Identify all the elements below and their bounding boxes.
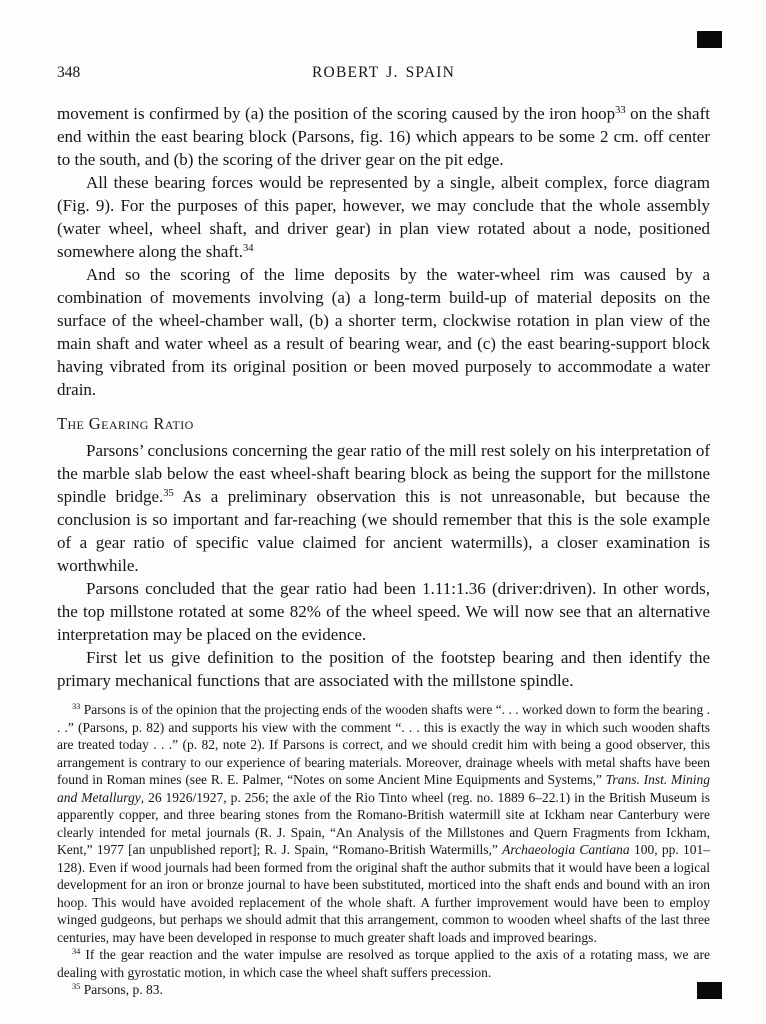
scan-artifact-mark-top [697, 31, 722, 48]
main-text-block [57, 102, 710, 692]
footnote-35: $^{35}$ Parsons, p. 83. [72, 982, 163, 997]
running-header [57, 64, 710, 83]
body-paragraph: All these bearing forces would be represented by a single, albeit complex, force diagram (Fig. 9). For the purposes of this paper, however, we may conclude that the whole assembly (water wheel, wheel shaft, and driver gear) in plan view rotated about a node, positioned somewhere along the shaft.$^{34}$ [57, 173, 710, 261]
section-heading-gearing-ratio: The Gearing Ratio [57, 414, 194, 433]
body-paragraph: Parsons concluded that the gear ratio had been 1.11:1.36 (driver:driven). In other words, the top millstone rotated at some 82% of the wheel speed. We will now see that an alternative interpretation may be placed on the evidence. [57, 579, 710, 644]
running-head-author: ROBERT J. SPAIN [312, 64, 455, 81]
body-paragraph: movement is confirmed by (a) the position of the scoring caused by the iron hoop$^{33}$ on the shaft end within the east bearing block (Parsons, fig. 16) which appears to be some 2 cm. off center to the south, and (b) the scoring of the driver gear on the pit edge. [57, 104, 710, 169]
body-paragraph: First let us give definition to the position of the footstep bearing and then identify the primary mechanical functions that are associated with the millstone spindle. [57, 648, 710, 690]
scan-artifact-mark-bottom [697, 982, 722, 999]
footnotes-block [57, 701, 710, 999]
footnote-34: $^{34}$ If the gear reaction and the water impulse are resolved as torque applied to the axis of a rotating mass, we are dealing with gyrostatic motion, in which case the wheel shaft suffers precession. [57, 947, 710, 980]
body-paragraph: Parsons’ conclusions concerning the gear ratio of the mill rest solely on his interpretation of the marble slab below the east wheel-shaft bearing block as being the support for the millstone spindle bridge.$^{35}$ As a preliminary observation this is not unreasonable, but because the conclusion is so important and far-reaching (we should remember that this is the sole example of a gear ratio of specific value claimed for ancient watermills), a closer examination is worthwhile. [57, 441, 710, 575]
footnote-33: $^{33}$ Parsons is of the opinion that the projecting ends of the wooden shafts were “. . . worked down to form the bearing . . .” (Parsons, p. 82) and supports his view with the comment “. . . this is exactly the way in which such wooden shafts are treated today . . .” (p. 82, note 2). If Parsons is correct, and we should credit him with being a good observer, this arrangement is contrary to our experience of bearing materials. Moreover, drainage wheels with metal shafts have been found in Roman mines (see R. E. Palmer, “Notes on some Ancient Mine Equipments and Systems,” Trans. Inst. Mining and Metallurgy, 26 1926/1927, p. 256; the axle of the Rio Tinto wheel (reg. no. 1889 6–22.1) in the British Museum is apparently copper, and three bearing stones from the Romano-British watermill site at Ickham near Canterbury were clearly intended for metal journals (R. J. Spain, “An Analysis of the Millstones and Quern Fragments from Ickham, Kent,” 1977 [an unpublished report]; R. J. Spain, “Romano-British Watermills,” Archaeologia Cantiana 100, pp. 101–128). Even if wood journals had been formed from the original shaft the author submits that it would have been a logical development for an iron or bronze journal to have been substituted, morticed into the shaft ends and bound with an iron hoop. This would have avoided replacement of the whole shaft. A further improvement would have been to employ winged gudgeons, but perhaps we should admit that this arrangement, common to wooden wheel shafts of the last three centuries, may have been developed in response to much greater shaft loads and improved bearings. [57, 702, 711, 945]
page-number: 348 [57, 64, 81, 81]
body-paragraph: And so the scoring of the lime deposits by the water-wheel rim was caused by a combination of movements involving (a) a long-term build-up of material deposits on the surface of the wheel-chamber wall, (b) a shorter term, clockwise rotation in plan view of the main shaft and water wheel as a result of bearing wear, and (c) the east bearing-support block having vibrated from its original position or been moved purposely to accommodate a water drain. [57, 265, 710, 399]
